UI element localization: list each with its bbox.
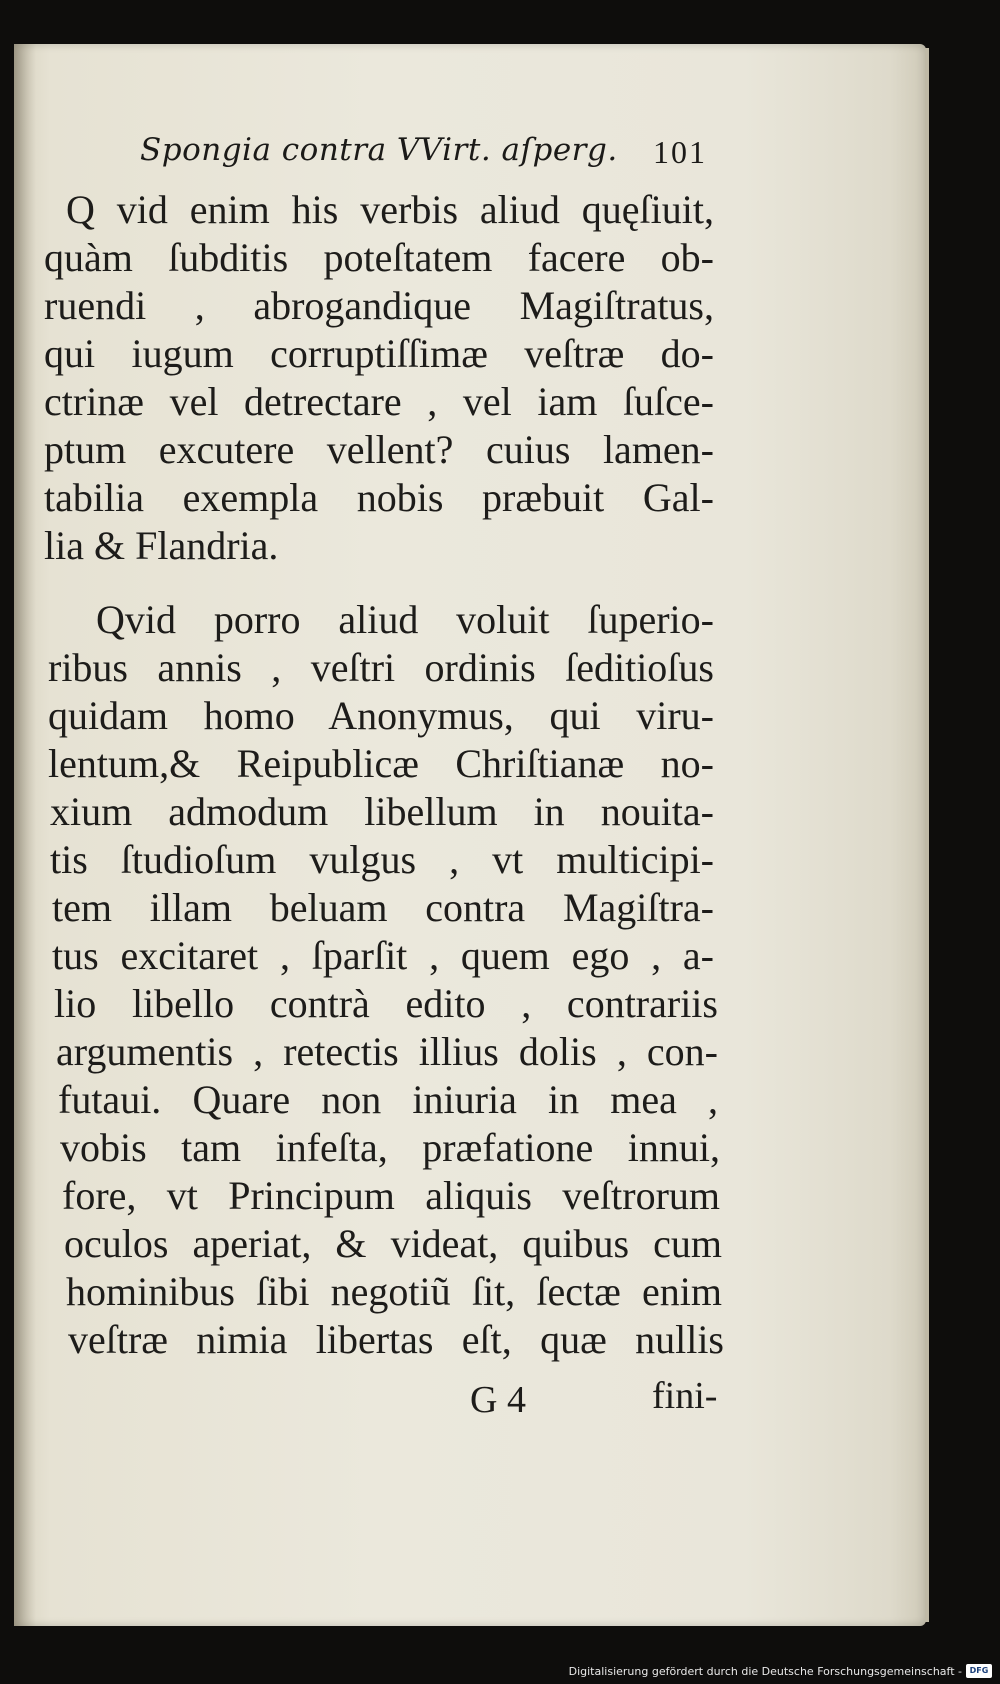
text-line: ctrinæ vel detrectare , vel iam ſuſce-	[44, 379, 714, 424]
text-line: quàm ſubditis poteſtatem facere ob-	[44, 235, 714, 280]
page-number: 101	[653, 134, 707, 170]
text-line: veſtræ nimia libertas eſt, quæ nullis	[68, 1317, 724, 1362]
text-line: qui iugum corruptiſſimæ veſtræ do-	[44, 331, 714, 376]
text-line: ptum excutere vellent? cuius lamen-	[44, 427, 714, 472]
text-line: vobis tam infeſta, præfatione innui,	[60, 1125, 720, 1170]
text-line: quidam homo Anonymus, qui viru-	[48, 693, 714, 738]
text-line: lio libello contrà edito , contrariis	[54, 981, 718, 1026]
running-head: Spongia contra VVirt. aſperg.	[140, 132, 618, 168]
text-line: tabilia exempla nobis præbuit Gal-	[44, 475, 714, 520]
text-line: Q vid enim his verbis aliud quęſiuit,	[66, 187, 714, 232]
text-line: tem illam beluam contra Magiſtra-	[52, 885, 714, 930]
text-line: futaui. Quare non iniuria in mea ,	[58, 1077, 718, 1122]
text-line: xium admodum libellum in nouita-	[50, 789, 714, 834]
text-line: oculos aperiat, & videat, quibus cum	[64, 1221, 722, 1266]
text-line: Qvid porro aliud voluit ſuperio-	[96, 597, 714, 642]
text-line: tis ſtudioſum vulgus , vt multicipi-	[50, 837, 714, 882]
text-line: fore, vt Principum aliquis veſtrorum	[62, 1173, 720, 1218]
dfg-logo-text: DFG	[969, 1666, 989, 1675]
text-line: ruendi , abrogandique Magiſtratus,	[44, 283, 714, 328]
text-line: tus excitaret , ſparſit , quem ego , a-	[52, 933, 714, 978]
funding-credit: Digitalisierung gefördert durch die Deutsche Forschungsgemeinschaft -	[568, 1665, 962, 1678]
catchword: fini-	[652, 1375, 718, 1417]
text-line: lentum,& Reipublicæ Chriſtianæ no-	[48, 741, 714, 786]
text-line: lia & Flandria.	[44, 523, 279, 568]
text-line: ribus annis , veſtri ordinis ſeditioſus	[48, 645, 714, 690]
signature-mark: G 4	[470, 1379, 526, 1421]
dfg-logo	[966, 1664, 992, 1678]
text-line: hominibus ſibi negotiũ ſit, ſectæ enim	[66, 1269, 722, 1314]
text-line: argumentis , retectis illius dolis , con-	[56, 1029, 718, 1074]
